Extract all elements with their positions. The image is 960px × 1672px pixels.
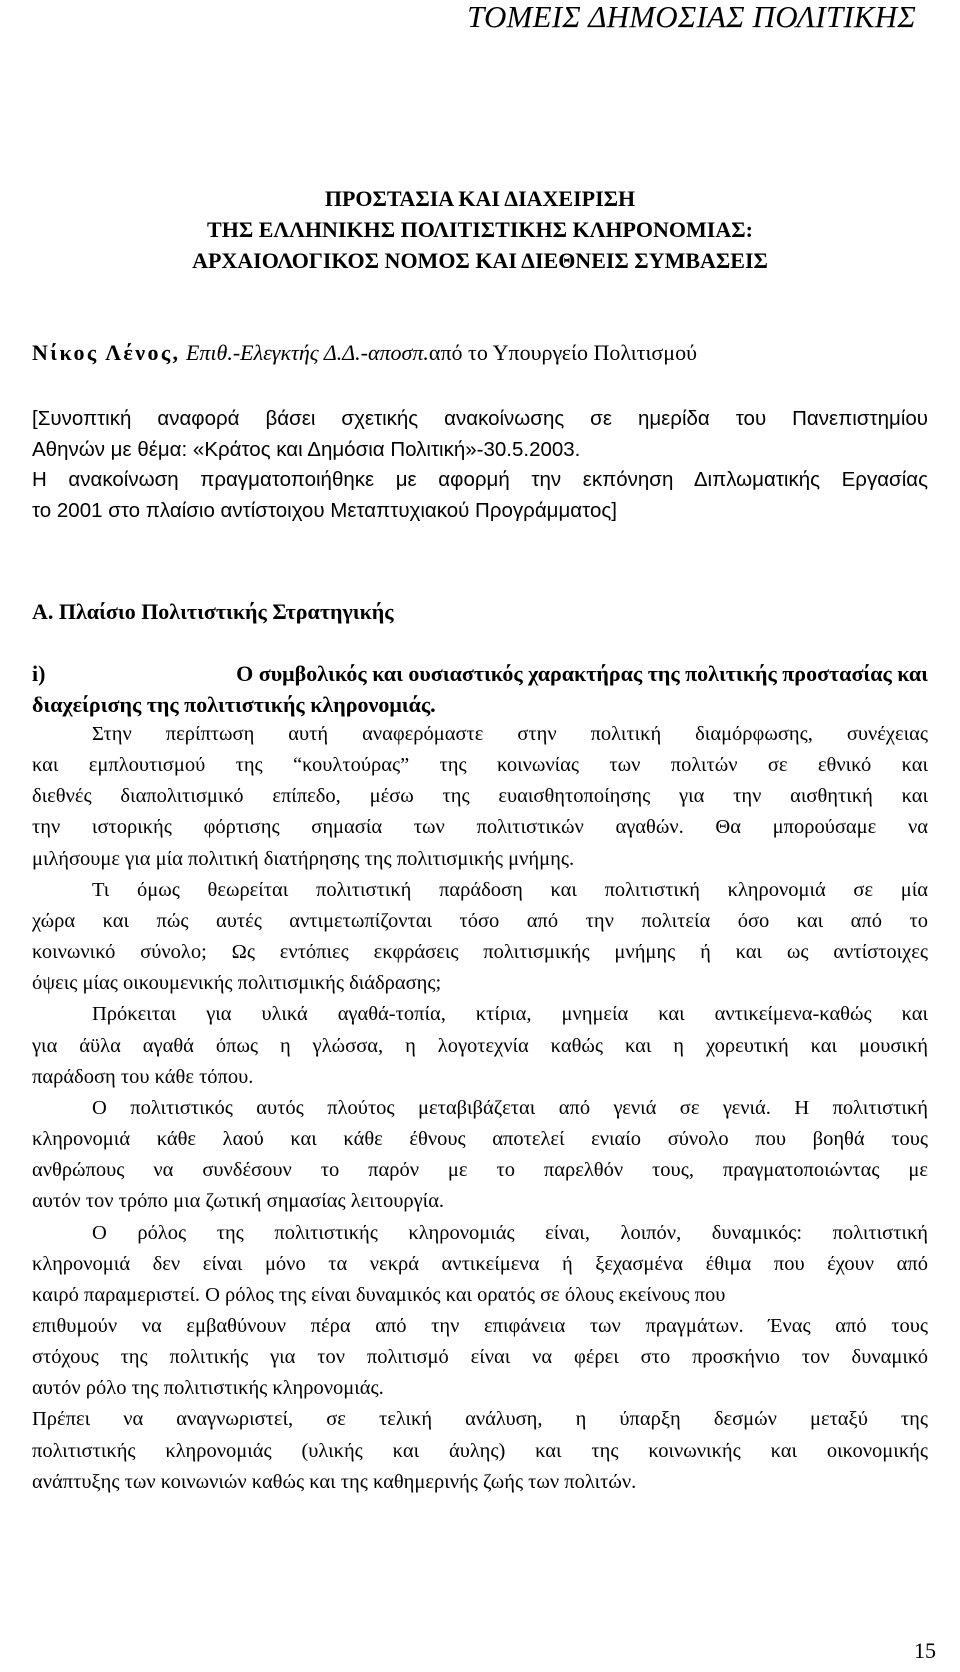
summary-line: [Συνοπτική αναφορά βάσει σχετικής ανακοίνωσης σε ημερίδα του Πανεπιστημίου [32,407,928,430]
body-line: χώρα και πώς αυτές αντιμετωπίζονται τόσο από την πολιτεία όσο και από το [32,909,928,932]
body-line: Πρέπει να αναγνωριστεί, σε τελική ανάλυση, η ύπαρξη δεσμών μεταξύ της [32,1408,928,1431]
title-line-3: ΑΡΧΑΙΟΛΟΓΙΚΟΣ ΝΟΜΟΣ ΚΑΙ ΔΙΕΘΝΕΙΣ ΣΥΜΒΑΣΕΙΣ [192,248,768,273]
body-text [32,719,928,1498]
subsection-heading [32,658,928,720]
article-title [0,183,960,276]
body-line: Ο πολιτιστικός αυτός πλούτος μεταβιβάζεται από γενιά σε γενιά. Η πολιτιστική [92,1096,928,1119]
body-line: επιθυμούν να εμβαθύνουν πέρα από την επιφάνεια των πραγμάτων. Ένας από τους [32,1314,928,1337]
subsection-marker: i) [32,661,46,686]
running-header: ΤΟΜΕΙΣ ΔΗΜΟΣΙΑΣ ΠΟΛΙΤΙΚΗΣ [467,0,916,34]
body-line: και εμπλουτισμού της “κουλτούρας” της κοινωνίας των πολιτών σε εθνικό και [32,754,928,777]
body-line: όψεις μίας οικουμενικής πολιτισμικής διάδρασης; [32,972,442,995]
body-line: μιλήσουμε για μία πολιτική διατήρησης της πολιτισμικής μνήμης. [32,847,575,870]
subsection-title-line-1: Ο συμβολικός και ουσιαστικός χαρακτήρας της πολιτικής προστασίας και [236,661,928,686]
body-line: την ιστορικής φόρτισης σημασία των πολιτιστικών αγαθών. Θα μπορούσαμε να [32,816,928,839]
body-line: Ο ρόλος της πολιτιστικής κληρονομιάς είναι, λοιπόν, δυναμικός: πολιτιστική [92,1221,928,1244]
body-line: Τι όμως θεωρείται πολιτιστική παράδοση και πολιτιστική κληρονομιά σε μία [92,878,928,901]
author-role: Επιθ.-Ελεγκτής Δ.Δ.-αποσπ. [180,340,429,365]
body-line: Πρόκειται για υλικά αγαθά-τοπία, κτίρια, μνημεία και αντικείμενα-καθώς και [92,1003,928,1026]
summary-line: Αθηνών με θέμα: «Κράτος και Δημόσια Πολιτική»-30.5.2003. [32,437,581,461]
summary-note [32,404,928,526]
summary-line: το 2001 στο πλαίσιο αντίστοιχου Μεταπτυχιακού Προγράμματος] [32,498,617,522]
body-line: αυτόν ρόλο της πολιτιστικής κληρονομιάς. [32,1377,384,1400]
body-line: ανάπτυξης των κοινωνιών καθώς και της καθημερινής ζωής των πολιτών. [32,1470,637,1493]
summary-line: Η ανακοίνωση πραγματοποιήθηκε με αφορμή την εκπόνηση Διπλωματικής Εργασίας [32,468,928,491]
body-line: κοινωνικό σύνολο; Ως εντόπιες εκφράσεις πολιτισμικής μνήμης ή και ως αντίστοιχες [32,941,928,964]
author-affiliation: από το Υπουργείο Πολιτισμού [428,340,697,365]
body-line: παράδοση του κάθε τόπου. [32,1065,254,1088]
author-name: Νίκος Λένος, [32,340,181,365]
subsection-title-line-2: διαχείρισης της πολιτιστικής κληρονομιάς. [32,692,436,717]
page-number: 15 [914,1638,936,1663]
body-line: κληρονομιά δεν είναι μόνο τα νεκρά αντικείμενα ή ξεχασμένα έθιμα που έχουν από [32,1252,928,1275]
body-line: πολιτιστικής κληρονομιάς (υλικής και άυλης) και της κοινωνικής και οικονομικής [32,1439,928,1462]
title-line-2: ΤΗΣ ΕΛΛΗΝΙΚΗΣ ΠΟΛΙΤΙΣΤΙΚΗΣ ΚΛΗΡΟΝΟΜΙΑΣ: [207,217,753,242]
title-line-1: ΠΡΟΣΤΑΣΙΑ ΚΑΙ ΔΙΑΧΕΙΡΙΣΗ [324,186,636,211]
body-line: για άϋλα αγαθά όπως η γλώσσα, η λογοτεχνία καθώς και η χορευτική και μουσική [32,1034,928,1057]
body-line: κληρονομιά κάθε λαού και κάθε έθνους αποτελεί ενιαίο σύνολο που βοηθά τους [32,1128,928,1151]
body-line: διεθνές διαπολιτισμικό επίπεδο, μέσω της ευαισθητοποίησης για την αισθητική και [32,785,928,808]
body-line: αυτόν τον τρόπο μια ζωτική σημασίας λειτουργία. [32,1190,445,1213]
section-heading: Α. Πλαίσιο Πολιτιστικής Στρατηγικής [32,599,394,624]
body-line: ανθρώπους να συνδέσουν το παρόν με το παρελθόν τους, πραγματοποιώντας με [32,1159,928,1182]
author-line [32,338,697,368]
body-line: καιρό παραμεριστεί. Ο ρόλος της είναι δυναμικός και ορατός σε όλους εκείνους που [32,1283,726,1306]
body-line: στόχους της πολιτικής για τον πολιτισμό είναι να φέρει στο προσκήνιο τον δυναμικό [32,1346,928,1369]
body-line: Στην περίπτωση αυτή αναφερόμαστε στην πολιτική διαμόρφωσης, συνέχειας [92,723,928,745]
